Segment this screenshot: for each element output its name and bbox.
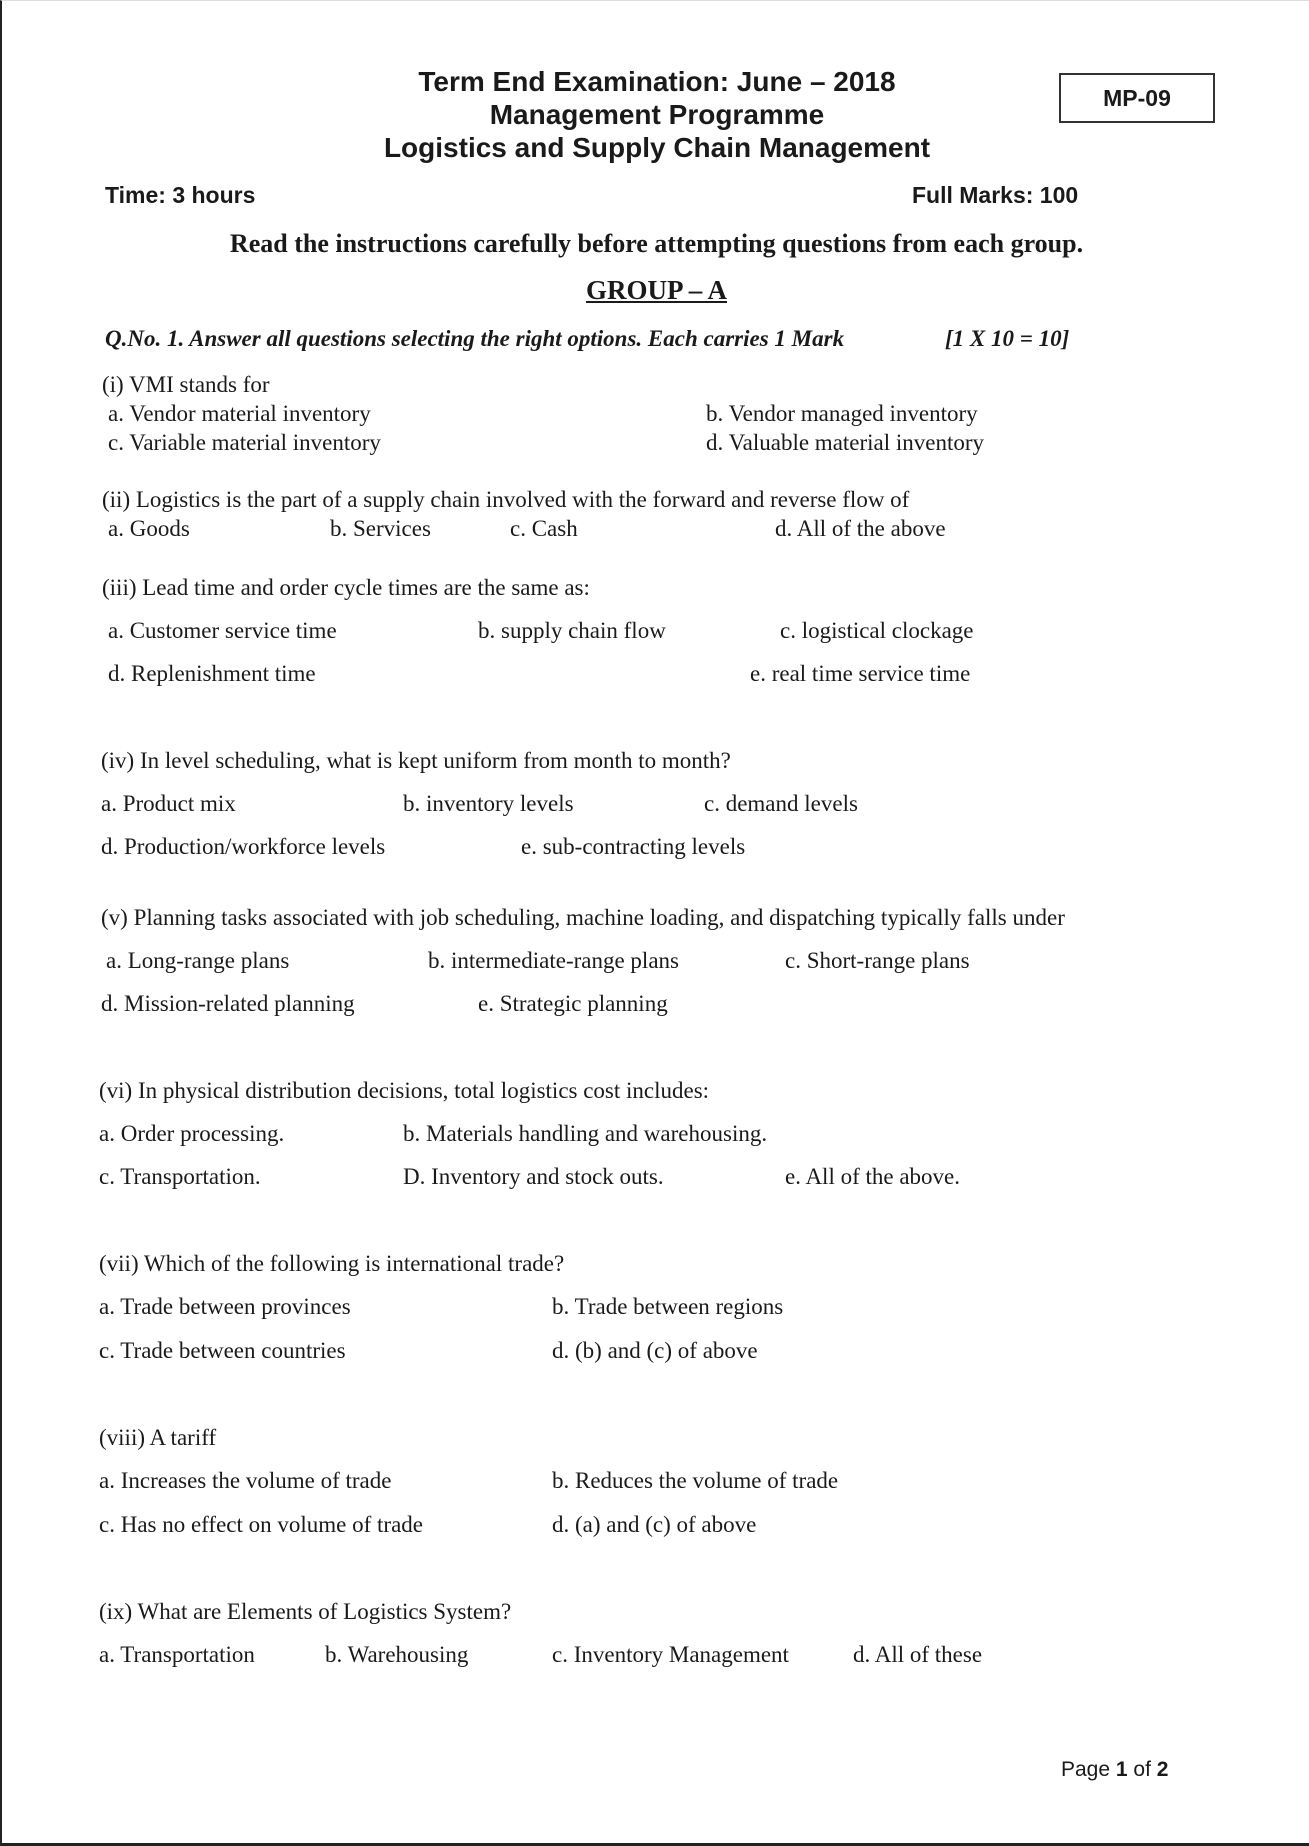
option: e. sub-contracting levels [521, 834, 746, 859]
option: b. inventory levels [403, 791, 574, 816]
group-heading: GROUP – A [585, 275, 727, 305]
option: e. All of the above. [785, 1164, 961, 1189]
option: c. Variable material inventory [108, 430, 381, 455]
option: b. Warehousing [325, 1642, 469, 1667]
question-text: (v) Planning tasks associated with job scheduling, machine loading, and dispatching typically falls under [101, 905, 1065, 930]
question-text: (vii) Which of the following is international trade? [99, 1251, 565, 1276]
course-code: MP-09 [1103, 84, 1171, 111]
question-text: (vi) In physical distribution decisions, total logistics cost includes: [99, 1078, 710, 1103]
option: c. Trade between countries [99, 1338, 346, 1363]
option: b. intermediate-range plans [428, 948, 679, 973]
option: d. (a) and (c) of above [552, 1512, 757, 1537]
question-marks: [1 X 10 = 10] [945, 326, 1070, 351]
page-middle: of [1127, 1758, 1157, 1781]
option: b. Reduces the volume of trade [552, 1468, 839, 1493]
option: c. Inventory Management [552, 1642, 789, 1667]
option: d. All of the above [775, 516, 946, 541]
option: d. Replenishment time [108, 661, 316, 686]
option: a. Product mix [101, 791, 236, 816]
full-marks-label: Full Marks: 100 [912, 182, 1079, 208]
option: b. Trade between regions [552, 1294, 784, 1319]
option: c. Short-range plans [785, 948, 970, 973]
option: d. Valuable material inventory [706, 430, 985, 455]
option: a. Long-range plans [106, 948, 290, 973]
time-label: Time: 3 hours [105, 182, 256, 208]
option: d. Mission-related planning [101, 991, 355, 1016]
option: c. demand levels [704, 791, 858, 816]
programme-title: Management Programme [489, 99, 825, 130]
option: c. Cash [510, 516, 578, 541]
option: c. logistical clockage [780, 618, 974, 643]
page-total: 2 [1156, 1758, 1169, 1781]
option: d. Production/workforce levels [101, 834, 386, 859]
option: b. Services [330, 516, 431, 541]
question-text: (ii) Logistics is the part of a supply chain involved with the forward and reverse flow of [102, 487, 910, 512]
option: D. Inventory and stock outs. [403, 1164, 664, 1189]
option: a. Trade between provinces [99, 1294, 351, 1319]
option: d. All of these [853, 1642, 983, 1667]
question-text: (ix) What are Elements of Logistics System? [99, 1599, 512, 1624]
option: e. real time service time [750, 661, 971, 686]
question-text: (i) VMI stands for [102, 372, 270, 397]
option: a. Transportation [99, 1642, 255, 1667]
option: d. (b) and (c) of above [552, 1338, 758, 1363]
option: b. supply chain flow [478, 618, 666, 643]
page-prefix: Page [1061, 1758, 1116, 1781]
option: a. Goods [108, 516, 190, 541]
option: b. Materials handling and warehousing. [403, 1121, 768, 1146]
course-code-box [1059, 73, 1215, 123]
question-header: Q.No. 1. Answer all questions selecting the right options. Each carries 1 Mark [105, 326, 845, 351]
instructions: Read the instructions carefully before attempting questions from each group. [229, 229, 1084, 258]
option: a. Order processing. [99, 1121, 285, 1146]
option: e. Strategic planning [478, 991, 668, 1016]
exam-title: Term End Examination: June – 2018 [418, 66, 896, 97]
course-title: Logistics and Supply Chain Management [383, 132, 931, 163]
question-text: (iii) Lead time and order cycle times are the same as: [102, 575, 590, 600]
option: b. Vendor managed inventory [706, 401, 978, 426]
page-number [1061, 1758, 1168, 1782]
option: a. Vendor material inventory [108, 401, 371, 426]
option: a. Increases the volume of trade [99, 1468, 392, 1493]
option: c. Transportation. [99, 1164, 261, 1189]
page-current: 1 [1115, 1758, 1128, 1781]
option: c. Has no effect on volume of trade [99, 1512, 424, 1537]
question-text: (iv) In level scheduling, what is kept uniform from month to month? [101, 748, 731, 773]
question-text: (viii) A tariff [99, 1425, 217, 1450]
option: a. Customer service time [108, 618, 337, 643]
